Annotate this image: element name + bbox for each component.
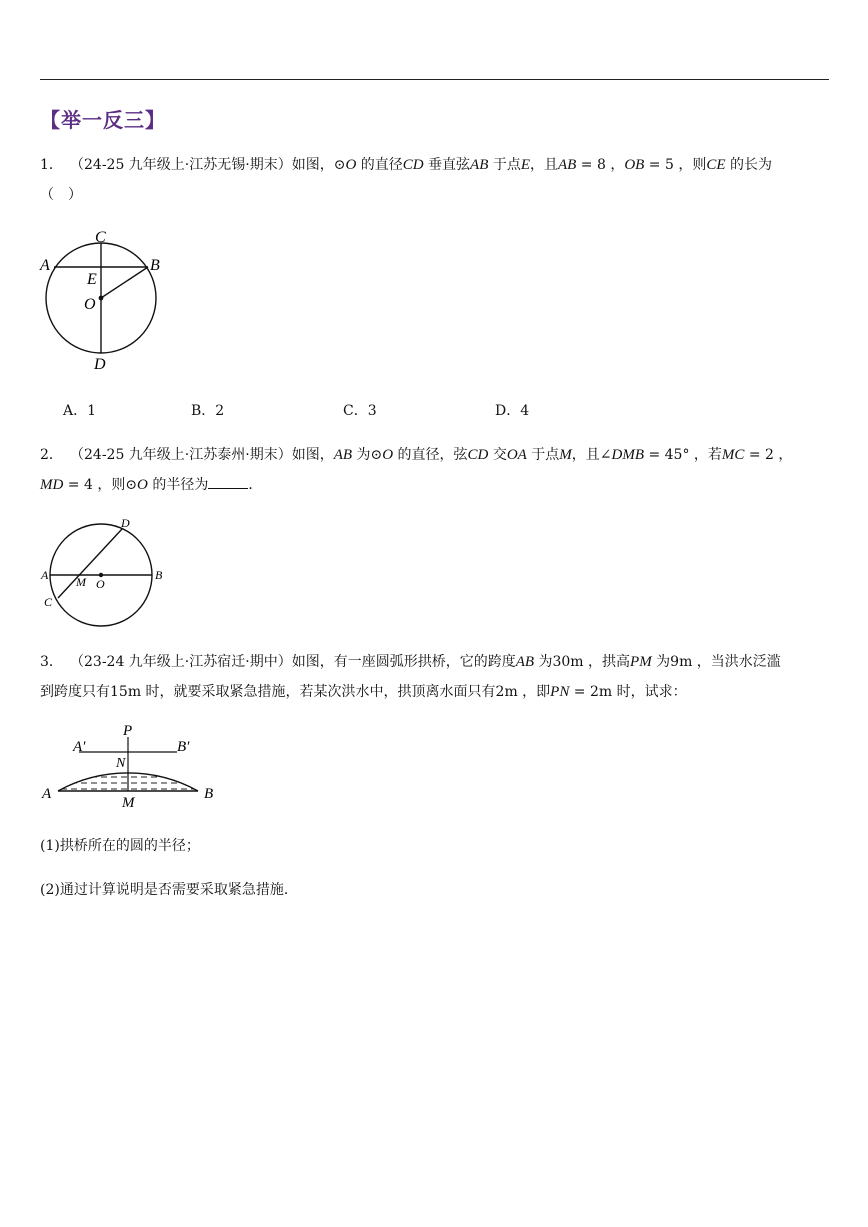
section-heading: 【举一反三】 (40, 108, 166, 132)
q2-label-o: O (96, 577, 105, 591)
q3-label-a-prime: A′ (73, 739, 86, 755)
q1-option-c[interactable]: C．3 (343, 403, 377, 419)
q1-text: 1． （24-25 九年级上·江苏无锡·期末）如图，⊙O 的直径CD 垂直弦AB 于点E，且AB = 8 ，OB = 5 ，则CE 的长为 (40, 157, 772, 173)
q2-text-line2: MD = 4 ，则⊙O 的半径为 ． (40, 477, 263, 493)
q3-label-n: N (116, 756, 126, 771)
q1-label-o: O (84, 296, 96, 313)
q1-option-d[interactable]: D．4 (495, 403, 530, 419)
q1-answer-paren: （ ） (40, 187, 82, 203)
q3-subquestion-2: (2)通过计算说明是否需要采取紧急措施． (40, 882, 298, 898)
q2-label-a: A (41, 568, 49, 582)
q1-option-a[interactable]: A．1 (63, 403, 97, 419)
q2-label-d: D (121, 516, 130, 530)
q3-subquestion-1: (1)拱桥所在的圆的半径； (40, 838, 200, 854)
q3-label-m: M (122, 795, 135, 811)
q1-label-c: C (95, 229, 106, 246)
q1-label-d: D (94, 356, 106, 373)
q3-label-b-prime: B′ (177, 739, 190, 755)
q3-label-p: P (123, 723, 133, 739)
q3-text-line2: 到跨度只有15m 时，就要采取紧急措施，若某次洪水中，拱顶离水面只有2m ，即PN = 2m 时，试求： (40, 684, 687, 700)
q1-label-a: A (40, 257, 50, 274)
q1-label-e: E (87, 271, 97, 288)
q2-label-b: B (155, 568, 163, 582)
q3-label-b: B (204, 786, 214, 802)
q2-label-c: C (44, 595, 53, 609)
q1-label-b: B (150, 257, 160, 274)
q3-text: 3． （23-24 九年级上·江苏宿迁·期中）如图，有一座圆弧形拱桥，它的跨度AB 为30m ，拱高PM 为9m ，当洪水泛滥 (40, 654, 781, 670)
q2-label-m: M (76, 575, 86, 589)
q3-label-a: A (42, 786, 52, 802)
q2-text: 2． （24-25 九年级上·江苏泰州·期末）如图，AB 为⊙O 的直径，弦CD 交OA 于点M，且∠DMB = 45° ，若MC = 2 ， (40, 447, 793, 463)
q3-water-hatch (55, 752, 203, 792)
q1-option-b[interactable]: B．2 (191, 403, 225, 419)
